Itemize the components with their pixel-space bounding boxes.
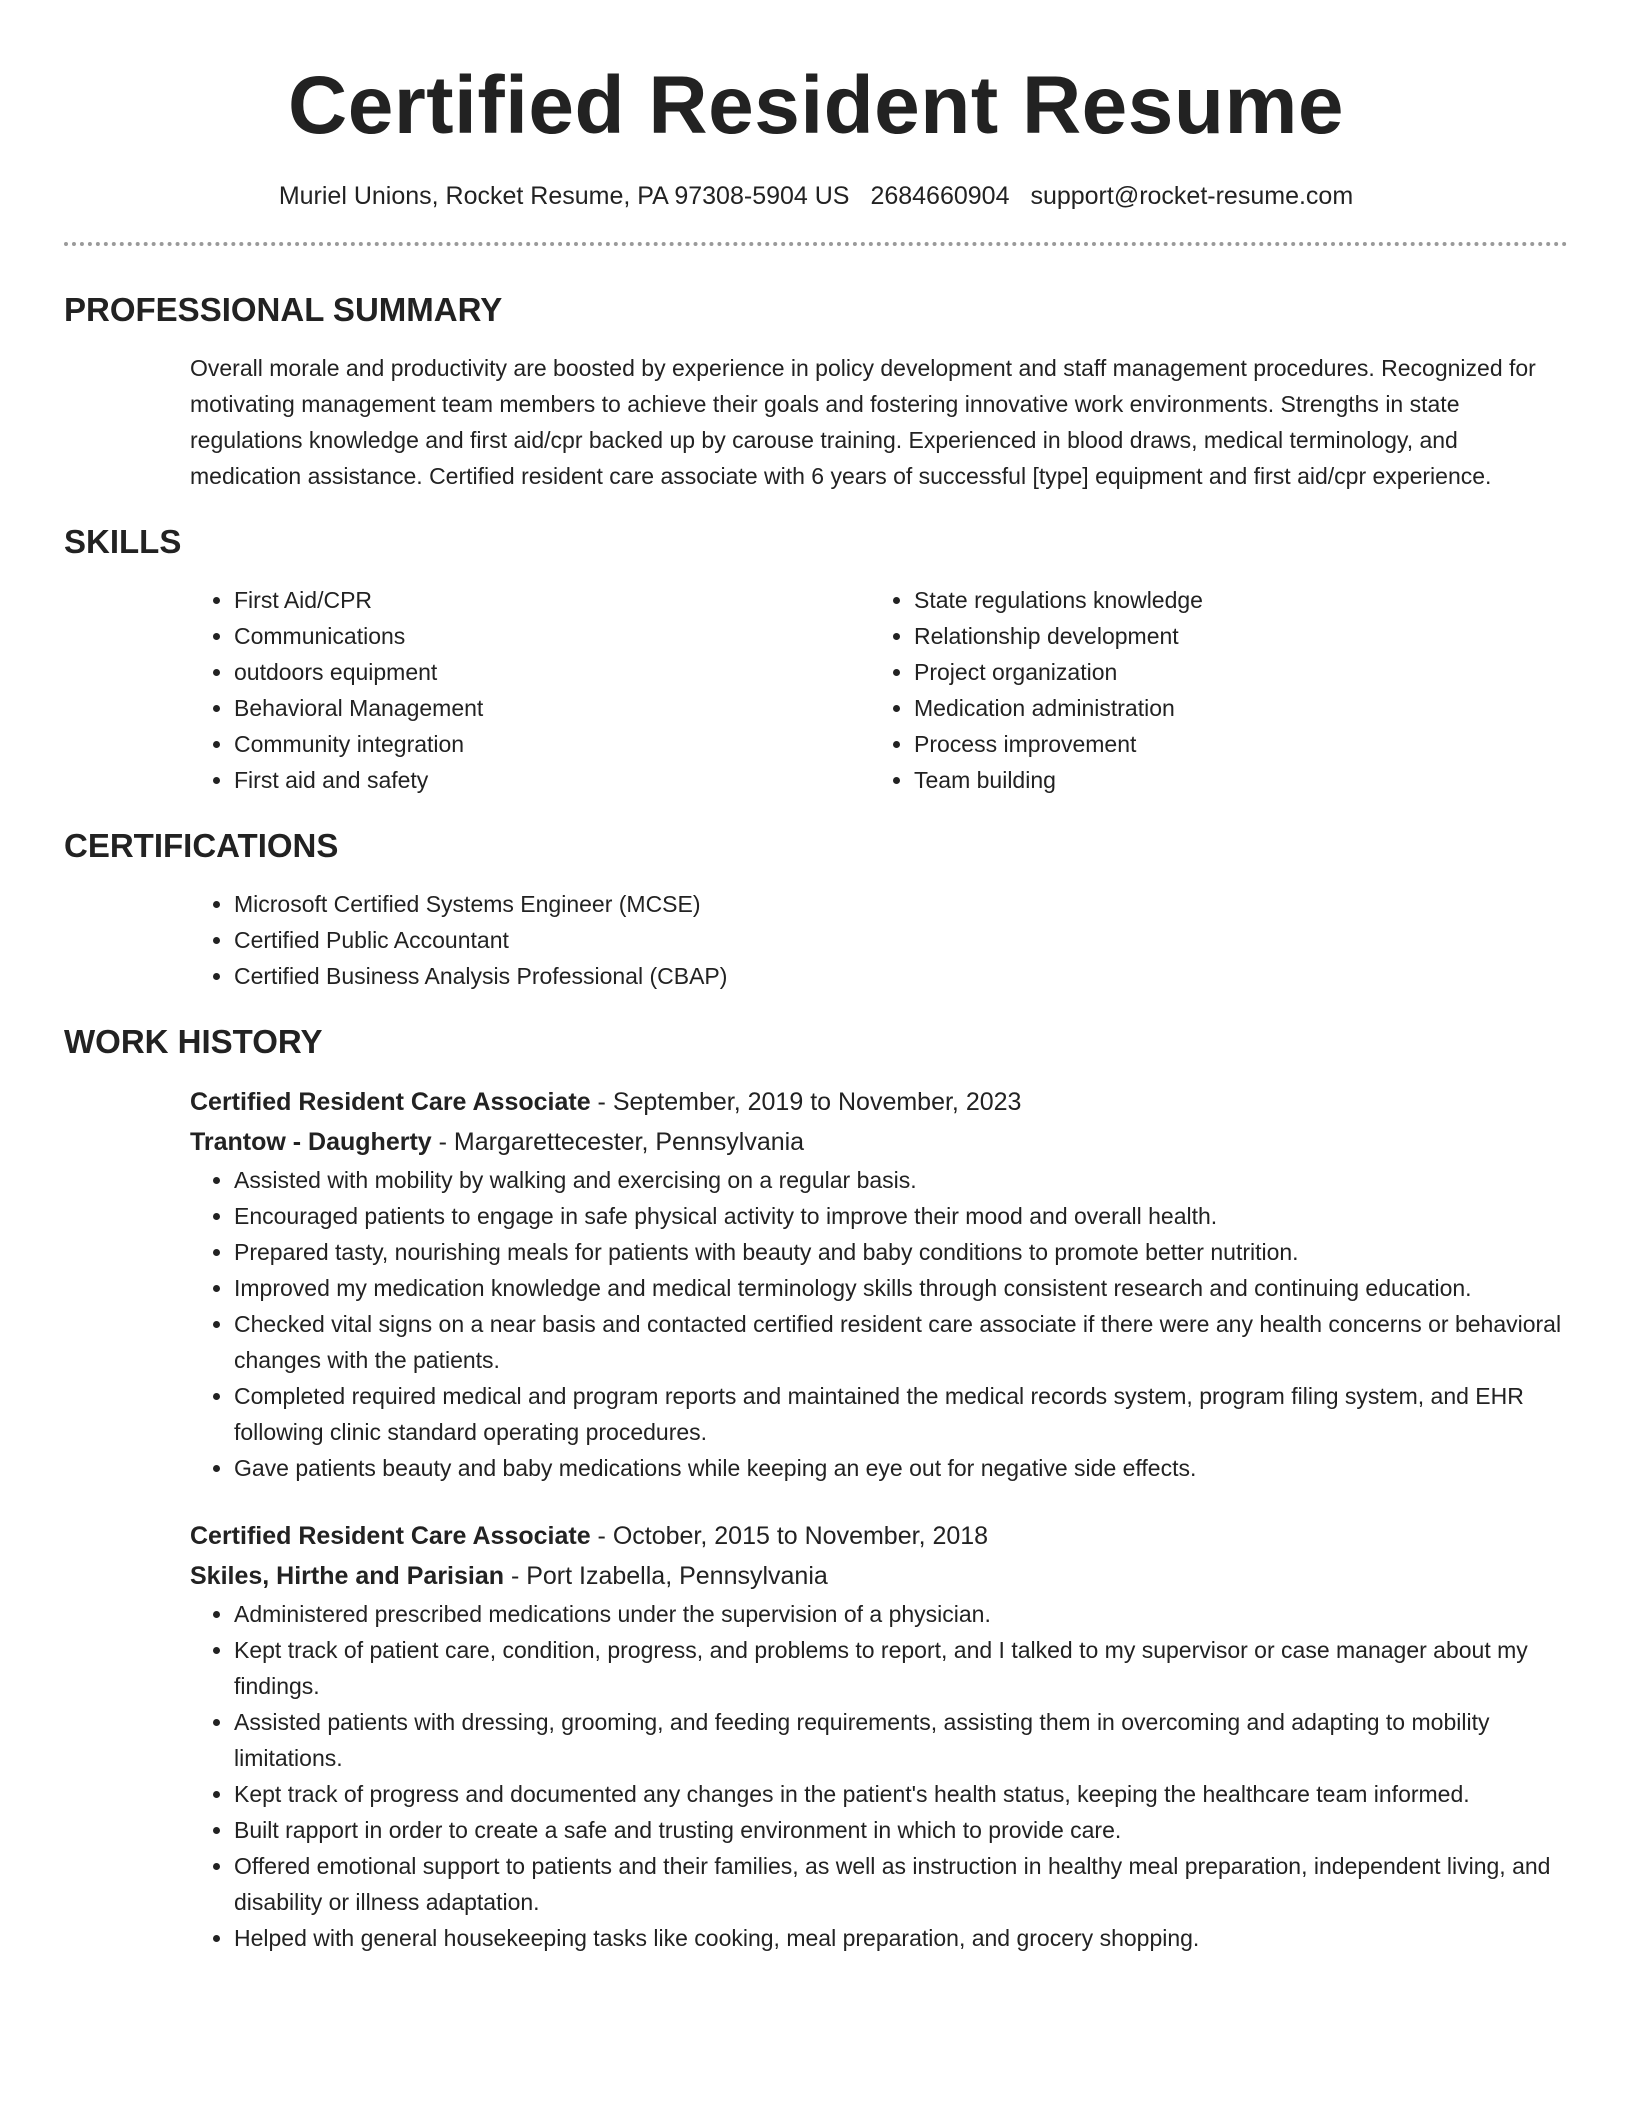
- job-company-line: [190, 1556, 1568, 1596]
- skills-section: [64, 522, 1568, 798]
- list-item: • First aid and safety: [234, 762, 870, 798]
- header-divider: [64, 242, 1568, 246]
- job-company-line: [190, 1122, 1568, 1162]
- list-item: • Kept track of progress and documented any changes in the patient's health status, keeping the healthcare team informed.: [234, 1776, 1568, 1812]
- job-entry: [190, 1516, 1568, 1956]
- job-company: Skiles, Hirthe and Parisian: [190, 1562, 505, 1590]
- skills-column-left: [190, 582, 870, 798]
- list-item: • Assisted patients with dressing, grooming, and feeding requirements, assisting them in overcoming and adapting to mobility limitations.: [234, 1704, 1568, 1776]
- list-item: • Improved my medication knowledge and medical terminology skills through consistent research and continuing education.: [234, 1270, 1568, 1306]
- list-item: • Checked vital signs on a near basis and contacted certified resident care associate if there were any health concerns or behavioral changes with the patients.: [234, 1306, 1568, 1378]
- list-item: • Encouraged patients to engage in safe physical activity to improve their mood and overall health.: [234, 1198, 1568, 1234]
- contact-address: Muriel Unions, Rocket Resume, PA 97308-5904 US: [278, 182, 850, 210]
- skills-heading: SKILLS: [64, 523, 182, 560]
- list-item: • Communications: [234, 618, 870, 654]
- job-company: Trantow - Daugherty: [190, 1128, 432, 1156]
- list-item: • Relationship development: [914, 618, 1550, 654]
- job-location: - Port Izabella, Pennsylvania: [504, 1562, 828, 1590]
- job-entry: [190, 1082, 1568, 1486]
- job-title: Certified Resident Care Associate: [190, 1522, 591, 1550]
- summary-section: [64, 290, 1568, 494]
- list-item: • Process improvement: [914, 726, 1550, 762]
- list-item: • State regulations knowledge: [914, 582, 1550, 618]
- list-item: • Completed required medical and program reports and maintained the medical records system, program filing system, and EHR following clinic standard operating procedures.: [234, 1378, 1568, 1450]
- contact-email: support@rocket-resume.com: [1030, 182, 1354, 210]
- list-item: • Assisted with mobility by walking and exercising on a regular basis.: [234, 1162, 1568, 1198]
- list-item: • Built rapport in order to create a safe and trusting environment in which to provide care.: [234, 1812, 1568, 1848]
- list-item: • Team building: [914, 762, 1550, 798]
- certifications-heading: CERTIFICATIONS: [64, 827, 339, 864]
- job-location: - Margarettecester, Pennsylvania: [431, 1128, 805, 1156]
- job-title: Certified Resident Care Associate: [190, 1088, 591, 1116]
- contact-phone: 2684660904: [870, 182, 1010, 210]
- list-item: • Community integration: [234, 726, 870, 762]
- list-item: • Offered emotional support to patients and their families, as well as instruction in healthy meal preparation, independent living, and disability or illness adaptation.: [234, 1848, 1568, 1920]
- list-item: • Behavioral Management: [234, 690, 870, 726]
- work-history-heading: WORK HISTORY: [64, 1023, 323, 1060]
- list-item: • Certified Business Analysis Professional (CBAP): [234, 958, 1568, 994]
- summary-heading: PROFESSIONAL SUMMARY: [64, 291, 503, 328]
- job-duties-list: [190, 1596, 1568, 1956]
- summary-text: Overall morale and productivity are boosted by experience in policy development and staff management procedures. Recognized for motivating management team members to achieve their goals and fostering innovative work environments. Strengths in state regulations knowledge and first aid/cpr backed up by carouse training. Experienced in blood draws, medical terminology, and medication assistance. Certified resident care associate with 6 years of successful [type] equipment and first aid/cpr experience.: [190, 355, 1536, 489]
- skills-list-left: [190, 582, 870, 798]
- list-item: • Helped with general housekeeping tasks like cooking, meal preparation, and grocery shopping.: [234, 1920, 1568, 1956]
- list-item: • Project organization: [914, 654, 1550, 690]
- resume-page: [64, 0, 1568, 1956]
- job-duties-list: [190, 1162, 1568, 1486]
- list-item: • outdoors equipment: [234, 654, 870, 690]
- list-item: • Gave patients beauty and baby medications while keeping an eye out for negative side effects.: [234, 1450, 1568, 1486]
- list-item: • Microsoft Certified Systems Engineer (MCSE): [234, 886, 1568, 922]
- job-dates: - October, 2015 to November, 2018: [590, 1522, 989, 1550]
- certifications-section: [64, 826, 1568, 994]
- list-item: • Kept track of patient care, condition, progress, and problems to report, and I talked to my supervisor or case manager about my findings.: [234, 1632, 1568, 1704]
- list-item: • Prepared tasty, nourishing meals for patients with beauty and baby conditions to promote better nutrition.: [234, 1234, 1568, 1270]
- job-title-line: [190, 1516, 1568, 1556]
- list-item: • Medication administration: [914, 690, 1550, 726]
- list-item: • Administered prescribed medications under the supervision of a physician.: [234, 1596, 1568, 1632]
- skills-column-right: [870, 582, 1550, 798]
- job-title-line: [190, 1082, 1568, 1122]
- work-history-section: [64, 1022, 1568, 1956]
- certifications-list: [190, 886, 1568, 994]
- resume-title: Certified Resident Resume: [288, 60, 1344, 151]
- list-item: • First Aid/CPR: [234, 582, 870, 618]
- skills-list-right: [870, 582, 1550, 798]
- contact-line: [64, 180, 1568, 212]
- list-item: • Certified Public Accountant: [234, 922, 1568, 958]
- job-dates: - September, 2019 to November, 2023: [590, 1088, 1022, 1116]
